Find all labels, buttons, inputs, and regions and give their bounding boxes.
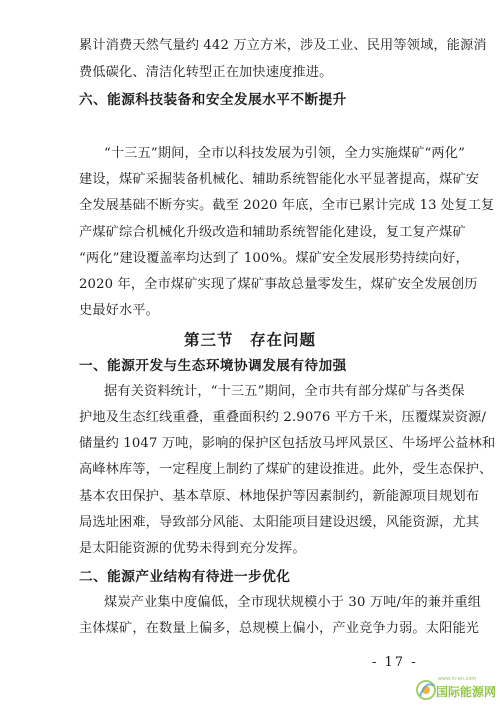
paragraph-line: 储量约 1047 万吨，影响的保护区包括放马坪风景区、牛场坪公益林和	[79, 436, 496, 451]
subsection-heading-1: 一、能源开发与生态环境协调发展有待加强	[79, 358, 347, 374]
paragraph-line: 累计消费天然气量约 442 万立方米，涉及工业、民用等领域，能源消	[79, 38, 487, 53]
paragraph-line: 是太阳能资源的优势未得到充分发挥。	[79, 541, 306, 556]
watermark-text: 国际能源网	[436, 685, 497, 699]
paragraph-line: 全发展基础不断夯实。截至 2020 年底，全市已累计完成 13 处复工复	[79, 198, 495, 213]
paragraph-line: 护地及生态红线重叠，重叠面积约 2.9076 平方千米，压覆煤炭资源/	[79, 410, 487, 425]
paragraph-line: 2020 年，全市煤矿实现了煤矿事故总量零发生，煤矿安全发展创历	[79, 277, 478, 292]
paragraph-line: 据有关资料统计，“十三五”期间，全市共有部分煤矿与各类保	[104, 384, 465, 399]
paragraph-line: 建设，煤矿采掘装备机械化、辅助系统智能化水平显著提高，煤矿安	[79, 172, 480, 187]
paragraph-line: 煤炭产业集中度偏低，全市现状规模小于 30 万吨/年的兼并重组	[104, 595, 482, 610]
paragraph-line: 主体煤矿，在数量上偏多，总规模上偏小，产业竞争力弱。太阳能光	[79, 621, 480, 636]
paragraph-line: 局选址困难，导致部分风能、太阳能项目建设迟缓，风能资源，尤其	[79, 515, 480, 530]
page-number: - 17 -	[372, 655, 418, 670]
paragraph-line: 高峰林库等，一定程度上制约了煤矿的建设推进。此外，受生态保护、	[79, 462, 493, 477]
paragraph-line: 基本农田保护、基本草原、林地保护等因素制约，新能源项目规划布	[79, 489, 480, 504]
subsection-heading-2: 二、能源产业结构有待进一步优化	[79, 569, 291, 585]
watermark-url: www.in-en.com	[438, 676, 477, 682]
subsection-heading-6: 六、能源科技装备和安全发展水平不断提升	[79, 92, 347, 108]
paragraph-line: “十三五”期间，全市以科技发展为引领，全力实施煤矿“两化”	[104, 146, 466, 161]
section-title: 第三节 存在问题	[183, 331, 316, 349]
paragraph-line: 产煤矿综合机械化升级改造和辅助系统智能化建设，复工复产煤矿	[79, 225, 466, 240]
paragraph-line: “两化”建设覆盖率均达到了 100%。煤矿安全发展形势持续向好，	[79, 251, 469, 266]
paragraph-line: 史最好水平。	[79, 303, 160, 318]
paragraph-line: 费低碳化、清洁化转型正在加快速度推进。	[79, 65, 333, 80]
